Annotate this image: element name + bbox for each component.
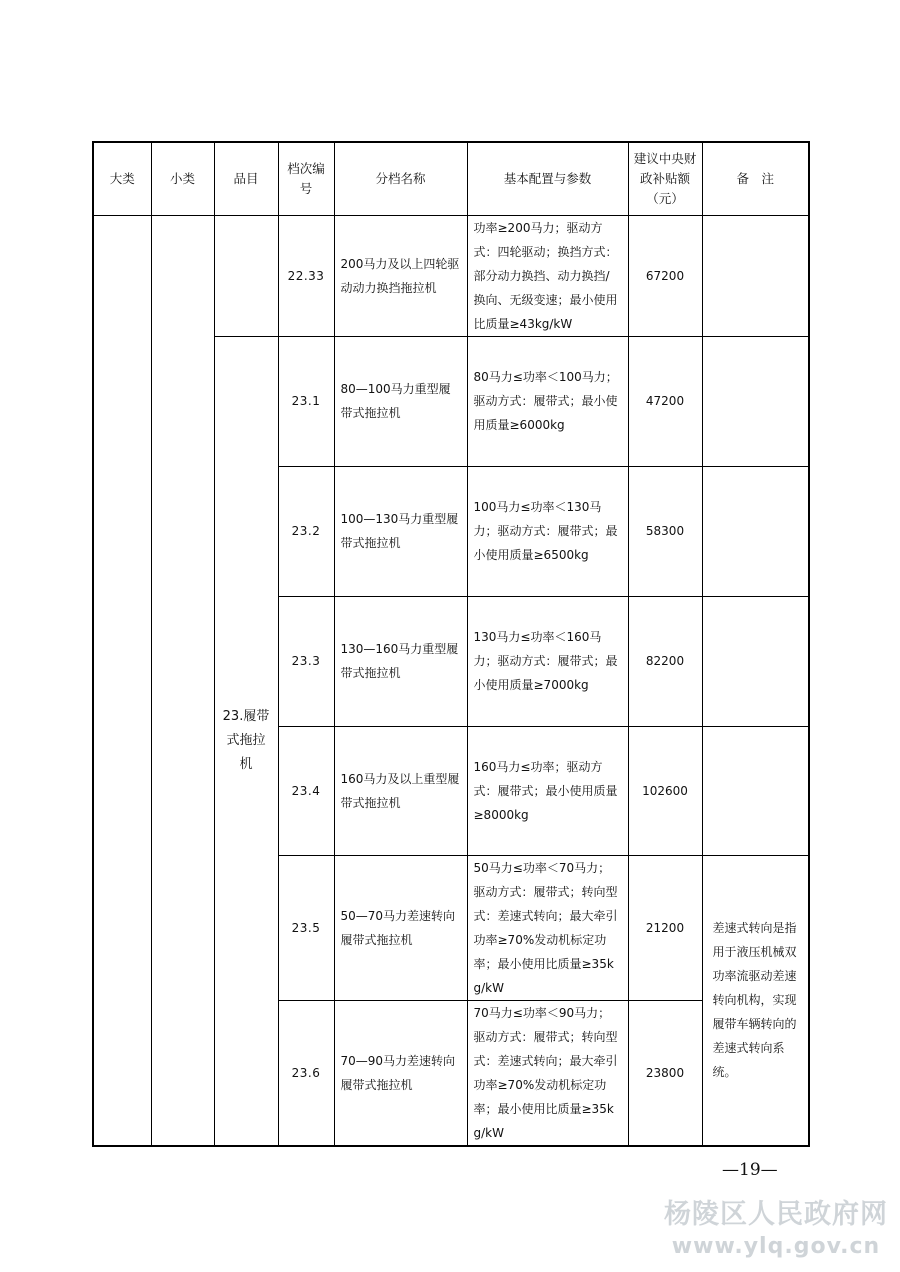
remark-cell [702,336,809,466]
header-config: 基本配置与参数 [467,142,628,215]
merged-remark-differential-steering: 差速式转向是指用于液压机械双功率流驱动差速转向机构，实现履带车辆转向的差速式转向系统。 [702,855,809,1146]
tier-code: 22.33 [278,215,334,336]
header-tier-code: 档次编号 [278,142,334,215]
tier-subsidy: 23800 [628,1000,702,1146]
tier-name: 50—70马力差速转向履带式拖拉机 [334,855,467,1000]
tier-code: 23.5 [278,855,334,1000]
site-watermark [664,1198,888,1262]
tier-name: 200马力及以上四轮驱动动力换挡拖拉机 [334,215,467,336]
tier-code: 23.1 [278,336,334,466]
product-group-crawler-tractor: 23.履带式拖拉机 [214,336,278,1146]
page-number: —19— [722,1160,778,1180]
remark-cell [702,215,809,336]
header-row [93,142,809,215]
remark-cell [702,466,809,596]
tier-config: 80马力≤功率＜100马力；驱动方式：履带式；最小使用质量≥6000kg [467,336,628,466]
tier-config: 50马力≤功率＜70马力；驱动方式：履带式；转向型式：差速式转向；最大牵引功率≥70%发动机标定功率；最小使用比质量≥35kg/kW [467,855,628,1000]
tier-config: 130马力≤功率＜160马力；驱动方式：履带式；最小使用质量≥7000kg [467,596,628,726]
tier-name: 100—130马力重型履带式拖拉机 [334,466,467,596]
tier-config: 70马力≤功率＜90马力；驱动方式：履带式；转向型式：差速式转向；最大牵引功率≥70%发动机标定功率；最小使用比质量≥35kg/kW [467,1000,628,1146]
remark-cell [702,726,809,855]
table-row [93,215,809,336]
header-subsidy: 建议中央财政补贴额（元） [628,142,702,215]
tier-subsidy: 58300 [628,466,702,596]
tier-subsidy: 102600 [628,726,702,855]
tier-subsidy: 82200 [628,596,702,726]
tier-subsidy: 67200 [628,215,702,336]
tier-code: 23.3 [278,596,334,726]
tier-config: 160马力≤功率；驱动方式：履带式；最小使用质量≥8000kg [467,726,628,855]
header-tier-name: 分档名称 [334,142,467,215]
major-category-cell [93,215,151,1146]
tier-subsidy: 21200 [628,855,702,1000]
watermark-site-url: www.ylq.gov.cn [671,1234,881,1259]
tier-config: 100马力≤功率＜130马力；驱动方式：履带式；最小使用质量≥6500kg [467,466,628,596]
header-minor-category: 小类 [151,142,214,215]
subsidy-table [92,141,810,1147]
tier-name: 80—100马力重型履带式拖拉机 [334,336,467,466]
watermark-site-name: 杨陵区人民政府网 [664,1199,888,1230]
header-remarks: 备 注 [702,142,809,215]
tier-config: 功率≥200马力；驱动方式：四轮驱动；换挡方式：部分动力换挡、动力换挡/换向、无级变速；最小使用比质量≥43kg/kW [467,215,628,336]
header-product: 品目 [214,142,278,215]
tier-code: 23.2 [278,466,334,596]
tier-code: 23.4 [278,726,334,855]
tier-name: 160马力及以上重型履带式拖拉机 [334,726,467,855]
remark-cell [702,596,809,726]
tier-name: 130—160马力重型履带式拖拉机 [334,596,467,726]
header-major-category: 大类 [93,142,151,215]
tier-subsidy: 47200 [628,336,702,466]
minor-category-cell [151,215,214,1146]
tier-name: 70—90马力差速转向履带式拖拉机 [334,1000,467,1146]
product-cell [214,215,278,336]
tier-code: 23.6 [278,1000,334,1146]
